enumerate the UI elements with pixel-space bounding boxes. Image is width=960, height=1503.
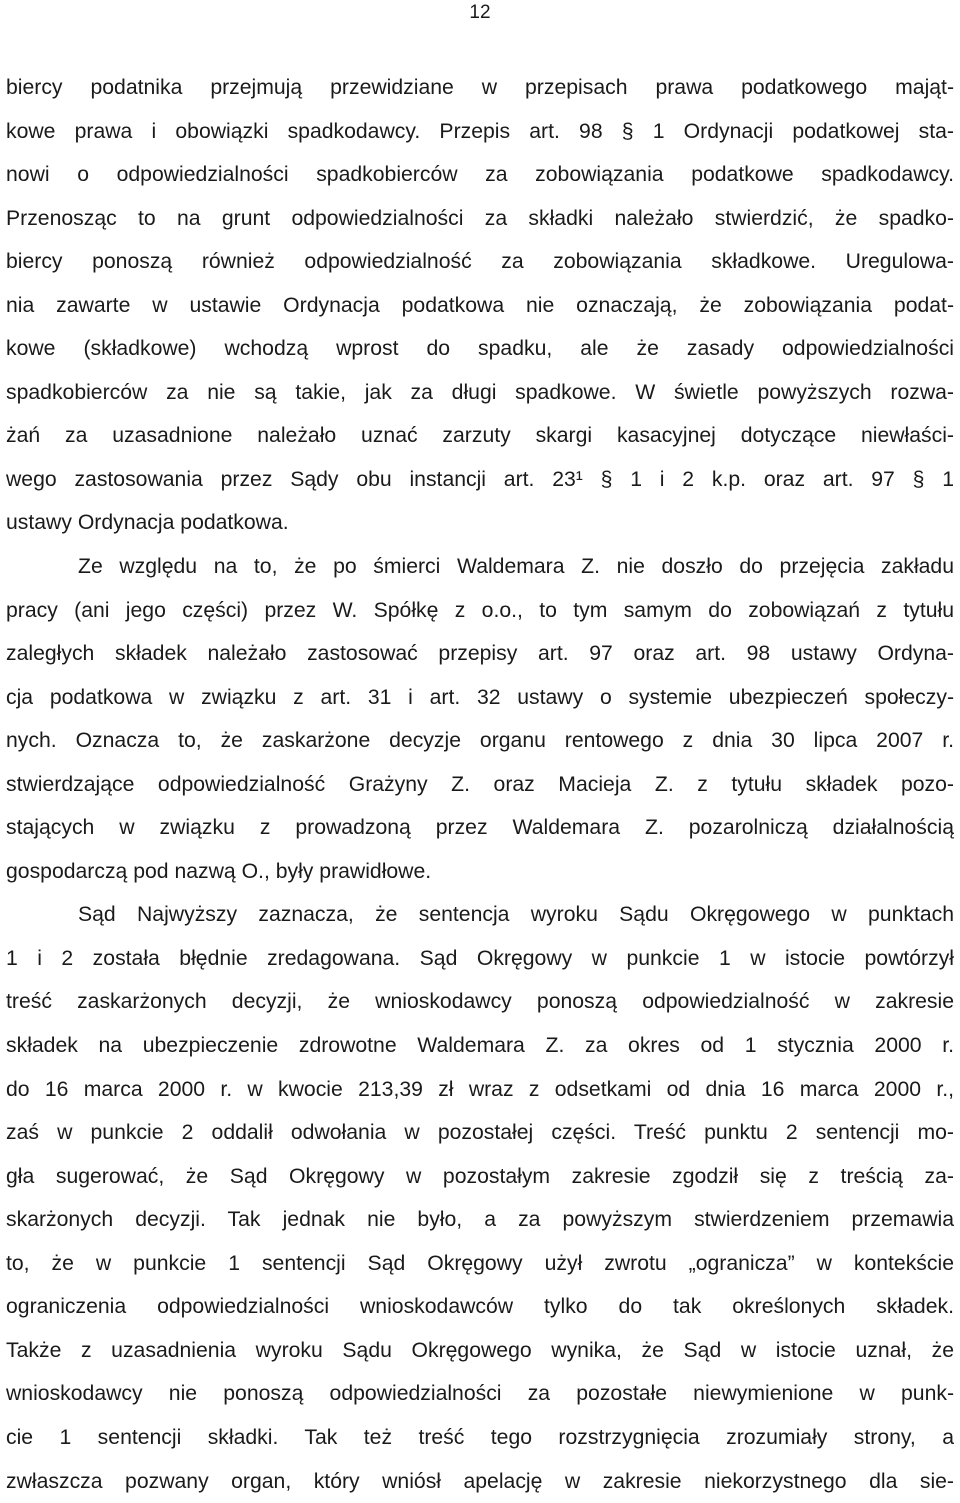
text-line: nych. Oznacza to, że zaskarżone decyzje organu rentowego z dnia 30 lipca 2007 r.	[6, 719, 954, 763]
text-line: stwierdzające odpowiedzialność Grażyny Z. oraz Macieja Z. z tytułu składek pozo-	[6, 763, 954, 807]
text-line: wnioskodawcy nie ponoszą odpowiedzialności za pozostałe niewymienione w punk-	[6, 1372, 954, 1416]
text-line: 1 i 2 została błędnie zredagowana. Sąd Okręgowy w punkcie 1 w istocie powtórzył	[6, 937, 954, 981]
text-line: Przenosząc to na grunt odpowiedzialności za składki należało stwierdzić, że spadko-	[6, 197, 954, 241]
text-line: ustawy Ordynacja podatkowa.	[6, 501, 954, 545]
text-line: spadkobierców za nie są takie, jak za długi spadkowe. W świetle powyższych rozwa-	[6, 371, 954, 415]
text-line: cja podatkowa w związku z art. 31 i art. 32 ustawy o systemie ubezpieczeń społeczy-	[6, 676, 954, 720]
text-line: biercy podatnika przejmują przewidziane w przepisach prawa podatkowego mająt-	[6, 66, 954, 110]
text-line: treść zaskarżonych decyzji, że wnioskodawcy ponoszą odpowiedzialność w zakresie	[6, 980, 954, 1024]
text-line: żań za uzasadnione należało uznać zarzuty skargi kasacyjnej dotyczące niewłaści-	[6, 414, 954, 458]
text-line: składek na ubezpieczenie zdrowotne Waldemara Z. za okres od 1 stycznia 2000 r.	[6, 1024, 954, 1068]
text-line: to, że w punkcie 1 sentencji Sąd Okręgowy użył zwrotu „ogranicza” w kontekście	[6, 1242, 954, 1286]
text-line: kowe (składkowe) wchodzą wprost do spadku, ale że zasady odpowiedzialności	[6, 327, 954, 371]
text-line: zwłaszcza pozwany organ, który wniósł apelację w zakresie niekorzystnego dla sie-	[6, 1460, 954, 1503]
text-line: kowe prawa i obowiązki spadkodawcy. Przepis art. 98 § 1 Ordynacji podatkowej sta-	[6, 110, 954, 154]
text-line: biercy ponoszą również odpowiedzialność za zobowiązania składkowe. Uregulowa-	[6, 240, 954, 284]
text-line: cie 1 sentencji składki. Tak też treść tego rozstrzygnięcia zrozumiały strony, a	[6, 1416, 954, 1460]
document-body	[6, 66, 954, 1503]
text-line: pracy (ani jego części) przez W. Spółkę z o.o., to tym samym do zobowiązań z tytułu	[6, 589, 954, 633]
text-line: gła sugerować, że Sąd Okręgowy w pozostałym zakresie zgodził się z treścią za-	[6, 1155, 954, 1199]
text-line: gospodarczą pod nazwą O., były prawidłowe.	[6, 850, 954, 894]
text-line: wego zastosowania przez Sądy obu instancji art. 23¹ § 1 i 2 k.p. oraz art. 97 § 1	[6, 458, 954, 502]
page-number: 12	[0, 2, 960, 24]
text-line: zaległych składek należało zastosować przepisy art. 97 oraz art. 98 ustawy Ordyna-	[6, 632, 954, 676]
text-line: do 16 marca 2000 r. w kwocie 213,39 zł wraz z odsetkami od dnia 16 marca 2000 r.,	[6, 1068, 954, 1112]
paragraph-first-line: Sąd Najwyższy zaznacza, że sentencja wyroku Sądu Okręgowego w punktach	[6, 893, 954, 937]
text-line: skarżonych decyzji. Tak jednak nie było, a za powyższym stwierdzeniem przemawia	[6, 1198, 954, 1242]
text-line: Także z uzasadnienia wyroku Sądu Okręgowego wynika, że Sąd w istocie uznał, że	[6, 1329, 954, 1373]
text-line: stających w związku z prowadzoną przez Waldemara Z. pozarolniczą działalnością	[6, 806, 954, 850]
paragraph-first-line: Ze względu na to, że po śmierci Waldemara Z. nie doszło do przejęcia zakładu	[6, 545, 954, 589]
text-line: nia zawarte w ustawie Ordynacja podatkowa nie oznaczają, że zobowiązania podat-	[6, 284, 954, 328]
text-line: zaś w punkcie 2 oddalił odwołania w pozostałej części. Treść punktu 2 sentencji mo-	[6, 1111, 954, 1155]
text-line: nowi o odpowiedzialności spadkobierców za zobowiązania podatkowe spadkodawcy.	[6, 153, 954, 197]
text-line: ograniczenia odpowiedzialności wnioskodawców tylko do tak określonych składek.	[6, 1285, 954, 1329]
